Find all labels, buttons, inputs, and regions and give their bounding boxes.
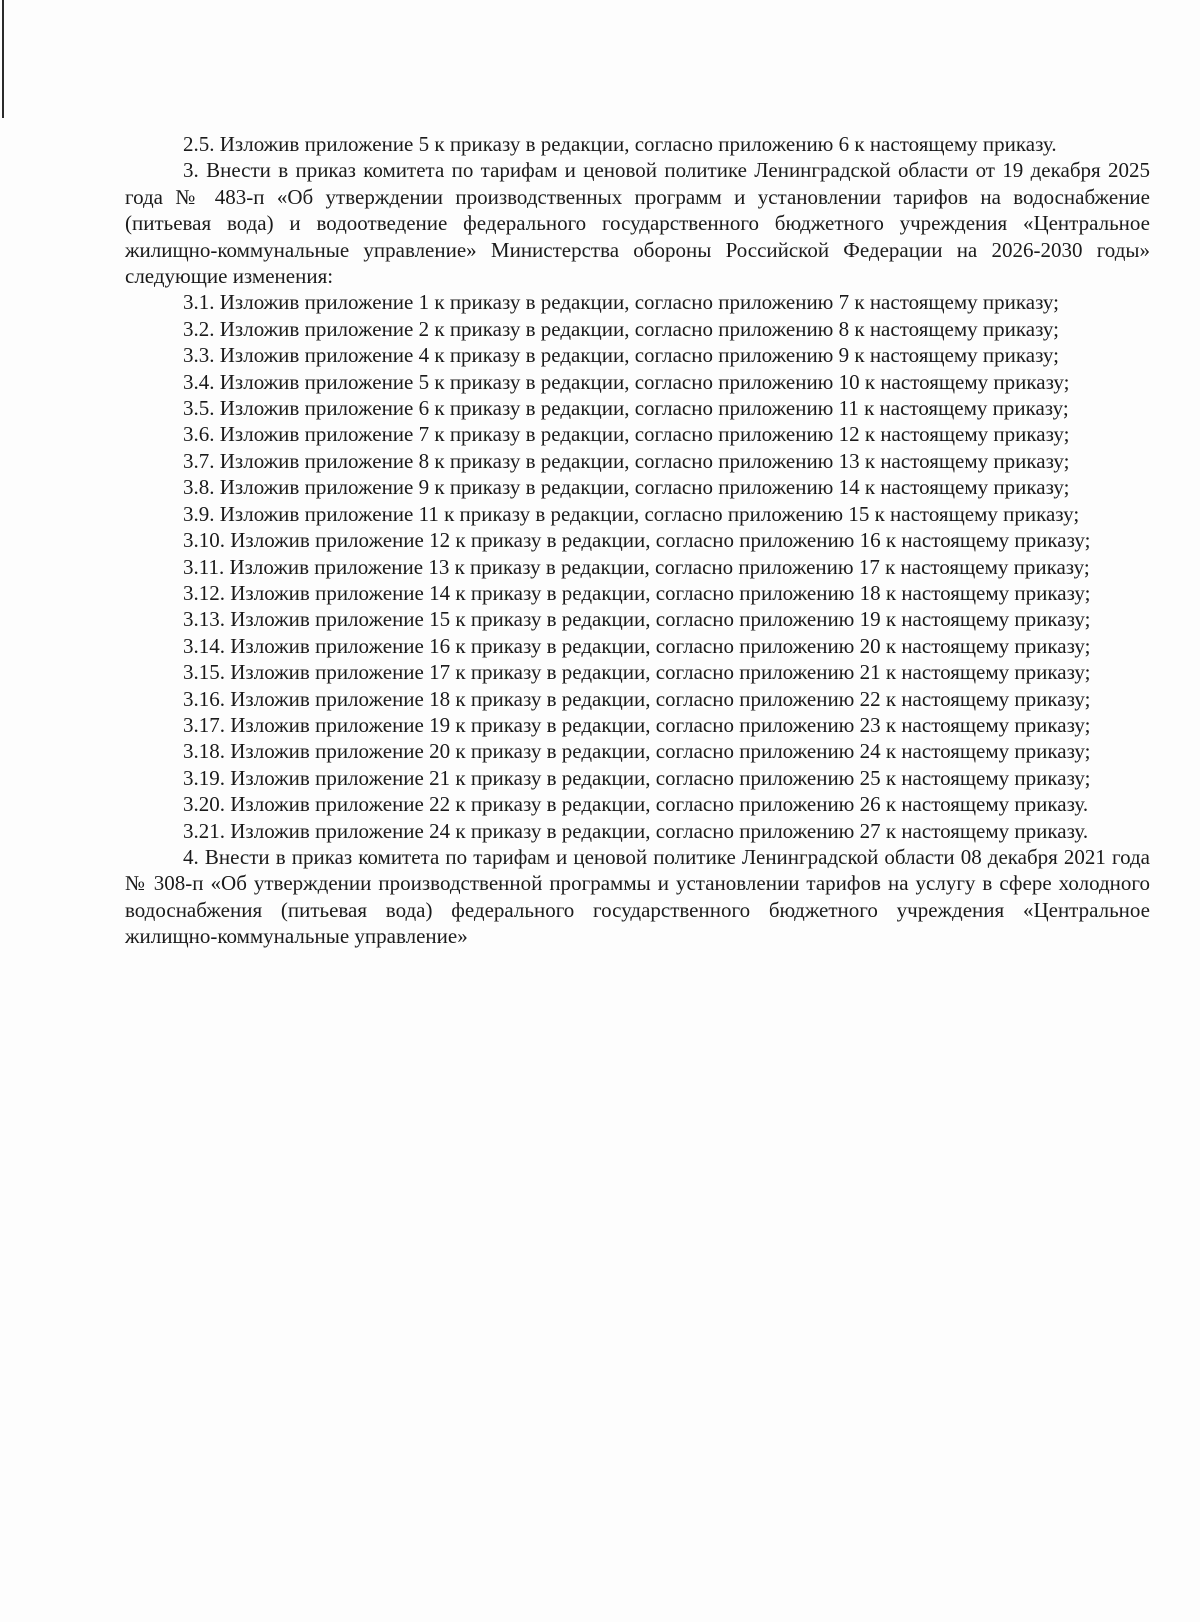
paragraph-3: 3. Внести в приказ комитета по тарифам и ценовой политике Ленинградской области от 19 декабря 2025 года № 483-п «Об утверждении производственных программ и установлении тарифов на водоснабжение (питьевая вода) и водоотведение федерального государственного бюджетного учреждения «Центральное жилищно-коммунальные управление» Министерства обороны Российской Федерации на 2026-2030 годы» следующие изменения:: [125, 158, 1150, 289]
paragraph-3-2: 3.2. Изложив приложение 2 к приказу в редакции, согласно приложению 8 к настоящему приказу;: [183, 316, 1059, 341]
paragraph-3-5: 3.5. Изложив приложение 6 к приказу в редакции, согласно приложению 11 к настоящему приказу;: [183, 396, 1069, 421]
paragraph-3-20: 3.20. Изложив приложение 22 к приказу в редакции, согласно приложению 26 к настоящему приказу.: [183, 792, 1089, 817]
paragraph-3-18: 3.18. Изложив приложение 20 к приказу в редакции, согласно приложению 24 к настоящему приказу;: [183, 739, 1091, 764]
paragraph-3-13: 3.13. Изложив приложение 15 к приказу в редакции, согласно приложению 19 к настоящему приказу;: [183, 607, 1091, 632]
scan-edge-mark: [2, 0, 4, 118]
paragraph-3-4: 3.4. Изложив приложение 5 к приказу в редакции, согласно приложению 10 к настоящему приказу;: [183, 369, 1070, 394]
paragraph-3-3: 3.3. Изложив приложение 4 к приказу в редакции, согласно приложению 9 к настоящему приказу;: [183, 343, 1059, 368]
paragraph-3-9: 3.9. Изложив приложение 11 к приказу в редакции, согласно приложению 15 к настоящему приказу;: [183, 501, 1080, 526]
paragraph-3-12: 3.12. Изложив приложение 14 к приказу в редакции, согласно приложению 18 к настоящему приказу;: [183, 580, 1091, 605]
paragraph-3-17: 3.17. Изложив приложение 19 к приказу в редакции, согласно приложению 23 к настоящему приказу;: [183, 712, 1091, 737]
paragraph-3-16: 3.16. Изложив приложение 18 к приказу в редакции, согласно приложению 22 к настоящему приказу;: [183, 686, 1091, 711]
paragraph-3-7: 3.7. Изложив приложение 8 к приказу в редакции, согласно приложению 13 к настоящему приказу;: [183, 448, 1070, 473]
paragraph-3-15: 3.15. Изложив приложение 17 к приказу в редакции, согласно приложению 21 к настоящему приказу;: [183, 660, 1091, 685]
paragraph-4: 4. Внести в приказ комитета по тарифам и ценовой политике Ленинградской области 08 декабря 2021 года № 308-п «Об утверждении производственной программы и установлении тарифов на услугу в сфере холодного водоснабжения (питьевая вода) федерального государственного бюджетного учреждения «Центральное жилищно-коммунальные управление»: [125, 844, 1150, 949]
paragraph-3-14: 3.14. Изложив приложение 16 к приказу в редакции, согласно приложению 20 к настоящему приказу;: [183, 633, 1091, 658]
paragraph-3-19: 3.19. Изложив приложение 21 к приказу в редакции, согласно приложению 25 к настоящему приказу;: [183, 765, 1091, 790]
paragraph-3-10: 3.10. Изложив приложение 12 к приказу в редакции, согласно приложению 16 к настоящему приказу;: [183, 528, 1091, 553]
paragraph-3-1: 3.1. Изложив приложение 1 к приказу в редакции, согласно приложению 7 к настоящему приказу;: [183, 290, 1059, 315]
document-body: [125, 131, 1150, 950]
paragraph-3-11: 3.11. Изложив приложение 13 к приказу в редакции, согласно приложению 17 к настоящему приказу;: [183, 554, 1090, 579]
paragraph-3-21: 3.21. Изложив приложение 24 к приказу в редакции, согласно приложению 27 к настоящему приказу.: [183, 818, 1089, 843]
paragraph-2-5: 2.5. Изложив приложение 5 к приказу в редакции, согласно приложению 6 к настоящему приказу.: [183, 132, 1057, 156]
paragraph-3-6: 3.6. Изложив приложение 7 к приказу в редакции, согласно приложению 12 к настоящему приказу;: [183, 422, 1070, 447]
paragraph-3-8: 3.8. Изложив приложение 9 к приказу в редакции, согласно приложению 14 к настоящему приказу;: [183, 475, 1070, 500]
